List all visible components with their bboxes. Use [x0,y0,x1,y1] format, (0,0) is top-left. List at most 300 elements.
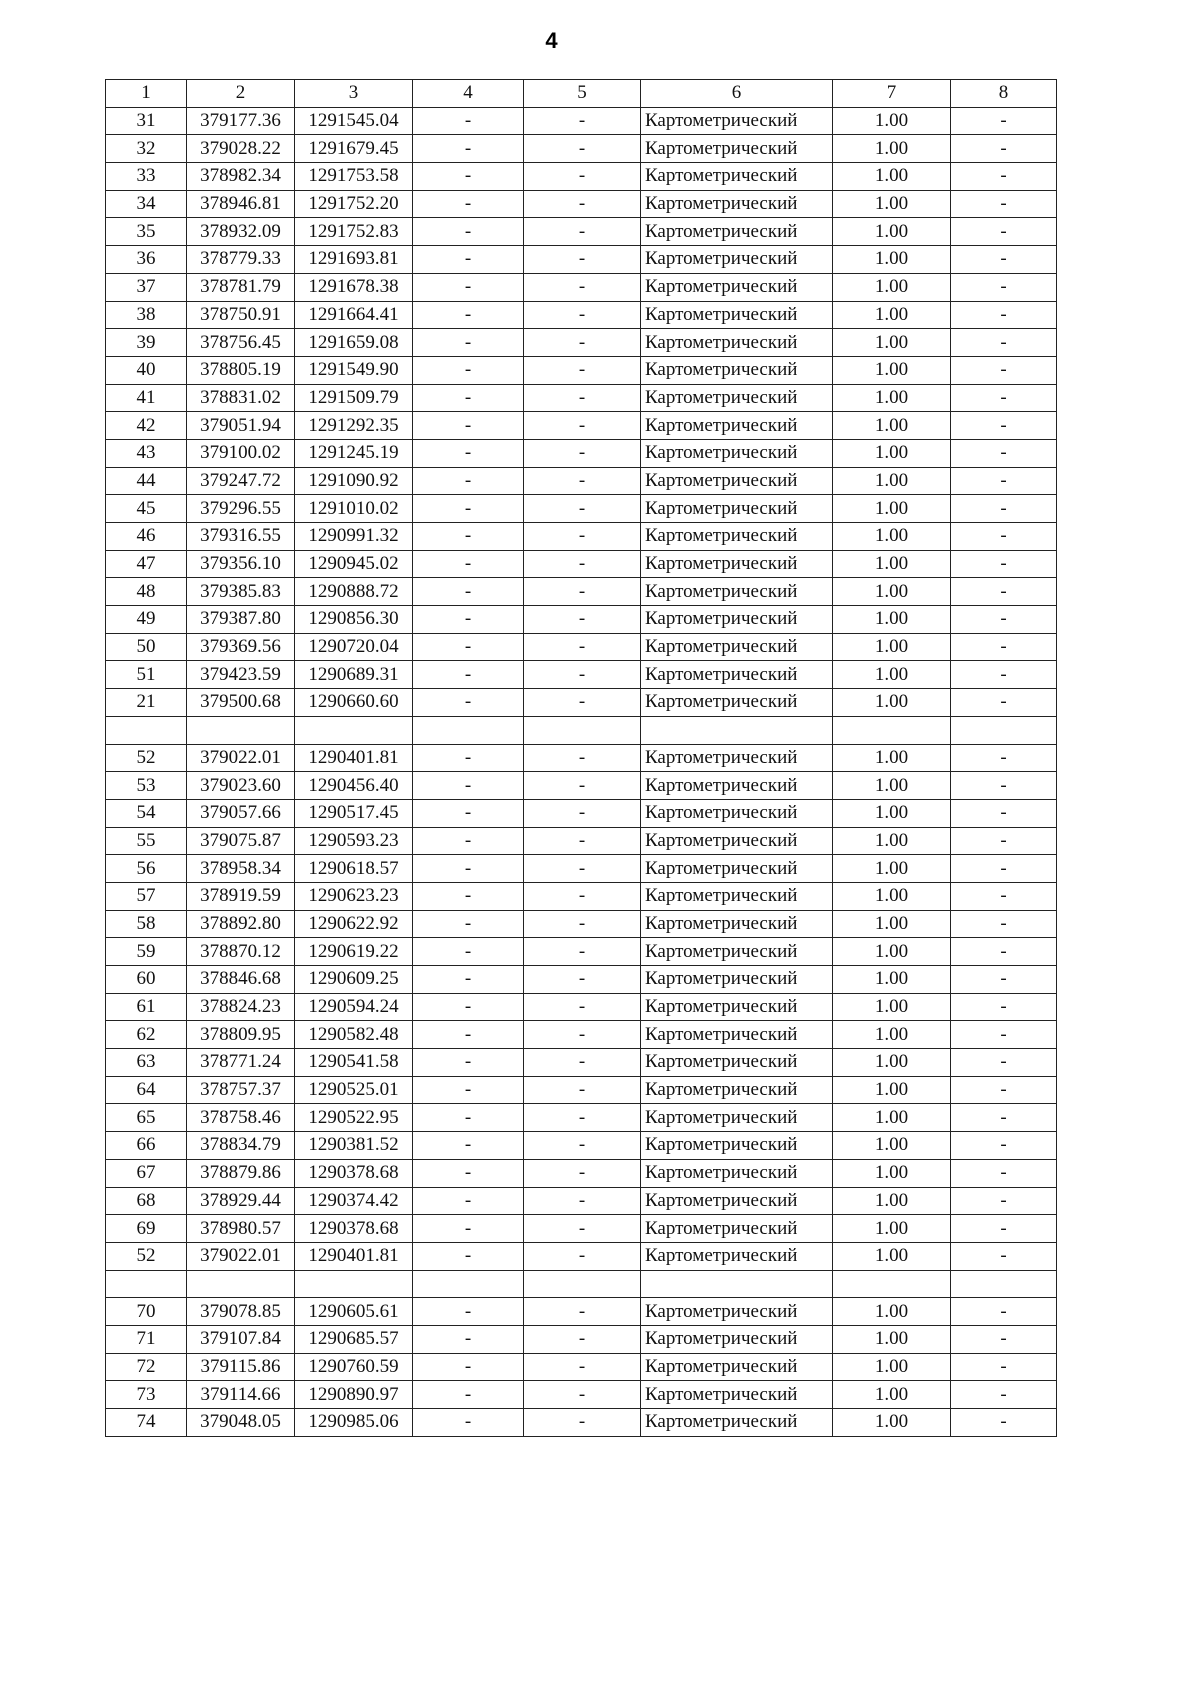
col5-cell [524,716,641,744]
x-coordinate-cell: 378771.24 [187,1049,295,1077]
x-coordinate-cell: 378750.91 [187,301,295,329]
accuracy-cell: 1.00 [833,495,951,523]
table-row [106,882,1057,910]
x-coordinate-cell: 378870.12 [187,938,295,966]
method-cell: Картометрический [641,855,833,883]
x-coordinate-cell: 379356.10 [187,550,295,578]
col8-cell: - [951,689,1057,717]
y-coordinate-cell: 1290660.60 [295,689,413,717]
col5-cell: - [524,1187,641,1215]
y-coordinate-cell: 1291549.90 [295,356,413,384]
method-cell: Картометрический [641,495,833,523]
method-cell: Картометрический [641,1242,833,1270]
method-cell: Картометрический [641,246,833,274]
method-cell: Картометрический [641,523,833,551]
col4-cell: - [413,578,524,606]
method-cell: Картометрический [641,1076,833,1104]
x-coordinate-cell: 379177.36 [187,107,295,135]
table-row [106,1021,1057,1049]
table-row [106,495,1057,523]
col5-cell: - [524,799,641,827]
col5-cell: - [524,1409,641,1437]
method-cell: Картометрический [641,744,833,772]
accuracy-cell: 1.00 [833,1353,951,1381]
point-number-cell: 61 [106,993,187,1021]
column-header: 4 [413,80,524,108]
col5-cell: - [524,384,641,412]
col8-cell: - [951,744,1057,772]
table-row [106,1381,1057,1409]
col4-cell: - [413,827,524,855]
accuracy-cell: 1.00 [833,578,951,606]
accuracy-cell: 1.00 [833,301,951,329]
x-coordinate-cell: 378758.46 [187,1104,295,1132]
table-row [106,329,1057,357]
accuracy-cell: 1.00 [833,135,951,163]
y-coordinate-cell: 1291545.04 [295,107,413,135]
accuracy-cell: 1.00 [833,606,951,634]
table-row [106,1325,1057,1353]
x-coordinate-cell: 379078.85 [187,1298,295,1326]
point-number-cell: 57 [106,882,187,910]
col4-cell: - [413,993,524,1021]
point-number-cell: 53 [106,772,187,800]
col5-cell: - [524,633,641,661]
method-cell: Картометрический [641,273,833,301]
col5-cell: - [524,1049,641,1077]
col4-cell: - [413,412,524,440]
point-number-cell [106,1270,187,1298]
col8-cell: - [951,1409,1057,1437]
x-coordinate-cell: 378834.79 [187,1132,295,1160]
method-cell: Картометрический [641,689,833,717]
method-cell: Картометрический [641,190,833,218]
point-number-cell: 37 [106,273,187,301]
y-coordinate-cell: 1290378.68 [295,1215,413,1243]
accuracy-cell: 1.00 [833,799,951,827]
col5-cell [524,1270,641,1298]
col4-cell: - [413,1381,524,1409]
y-coordinate-cell: 1290985.06 [295,1409,413,1437]
col5-cell: - [524,882,641,910]
x-coordinate-cell: 378756.45 [187,329,295,357]
col8-cell: - [951,1104,1057,1132]
point-number-cell: 70 [106,1298,187,1326]
point-number-cell: 60 [106,966,187,994]
y-coordinate-cell: 1290374.42 [295,1187,413,1215]
method-cell [641,716,833,744]
x-coordinate-cell: 379247.72 [187,467,295,495]
y-coordinate-cell: 1290760.59 [295,1353,413,1381]
table-row [106,633,1057,661]
table-row [106,578,1057,606]
point-number-cell: 54 [106,799,187,827]
method-cell: Картометрический [641,606,833,634]
col8-cell: - [951,412,1057,440]
x-coordinate-cell: 379022.01 [187,744,295,772]
col4-cell: - [413,1409,524,1437]
x-coordinate-cell: 378919.59 [187,882,295,910]
col5-cell: - [524,356,641,384]
y-coordinate-cell: 1290685.57 [295,1325,413,1353]
col4-cell: - [413,301,524,329]
y-coordinate-cell: 1291753.58 [295,163,413,191]
accuracy-cell: 1.00 [833,744,951,772]
col4-cell: - [413,910,524,938]
point-number-cell: 35 [106,218,187,246]
method-cell: Картометрический [641,412,833,440]
point-number-cell: 42 [106,412,187,440]
y-coordinate-cell: 1290582.48 [295,1021,413,1049]
col5-cell: - [524,966,641,994]
col8-cell: - [951,578,1057,606]
x-coordinate-cell: 379114.66 [187,1381,295,1409]
accuracy-cell: 1.00 [833,1409,951,1437]
col8-cell: - [951,329,1057,357]
col8-cell: - [951,107,1057,135]
col8-cell: - [951,1132,1057,1160]
accuracy-cell: 1.00 [833,1104,951,1132]
table-row [106,1409,1057,1437]
accuracy-cell: 1.00 [833,772,951,800]
y-coordinate-cell: 1291693.81 [295,246,413,274]
x-coordinate-cell: 379500.68 [187,689,295,717]
col8-cell: - [951,606,1057,634]
point-number-cell: 21 [106,689,187,717]
accuracy-cell: 1.00 [833,966,951,994]
col5-cell: - [524,1325,641,1353]
col5-cell: - [524,661,641,689]
method-cell: Картометрический [641,910,833,938]
col4-cell: - [413,1104,524,1132]
y-coordinate-cell: 1290609.25 [295,966,413,994]
col4-cell: - [413,689,524,717]
y-coordinate-cell: 1290720.04 [295,633,413,661]
x-coordinate-cell: 378982.34 [187,163,295,191]
col4-cell: - [413,163,524,191]
method-cell: Картометрический [641,301,833,329]
accuracy-cell [833,1270,951,1298]
accuracy-cell: 1.00 [833,1076,951,1104]
col5-cell: - [524,218,641,246]
col4-cell: - [413,523,524,551]
col5-cell: - [524,1353,641,1381]
accuracy-cell: 1.00 [833,1132,951,1160]
y-coordinate-cell: 1290890.97 [295,1381,413,1409]
y-coordinate-cell [295,716,413,744]
method-cell: Картометрический [641,1381,833,1409]
accuracy-cell: 1.00 [833,523,951,551]
col8-cell [951,1270,1057,1298]
point-number-cell: 62 [106,1021,187,1049]
col5-cell: - [524,772,641,800]
method-cell: Картометрический [641,938,833,966]
table-row [106,550,1057,578]
table-row [106,384,1057,412]
accuracy-cell: 1.00 [833,1215,951,1243]
table-header-row [106,80,1057,108]
col5-cell: - [524,107,641,135]
accuracy-cell: 1.00 [833,855,951,883]
col8-cell [951,716,1057,744]
column-header: 6 [641,80,833,108]
col5-cell: - [524,523,641,551]
accuracy-cell: 1.00 [833,439,951,467]
col4-cell: - [413,218,524,246]
col4-cell: - [413,938,524,966]
col4-cell: - [413,1215,524,1243]
col4-cell: - [413,661,524,689]
col8-cell: - [951,661,1057,689]
col8-cell: - [951,218,1057,246]
x-coordinate-cell: 378831.02 [187,384,295,412]
method-cell [641,1270,833,1298]
col8-cell: - [951,993,1057,1021]
col8-cell: - [951,827,1057,855]
x-coordinate-cell: 379075.87 [187,827,295,855]
point-number-cell: 46 [106,523,187,551]
column-header: 1 [106,80,187,108]
col4-cell: - [413,1159,524,1187]
table-row [106,1076,1057,1104]
point-number-cell: 34 [106,190,187,218]
col5-cell: - [524,689,641,717]
col5-cell: - [524,993,641,1021]
method-cell: Картометрический [641,329,833,357]
accuracy-cell: 1.00 [833,329,951,357]
table-row [106,606,1057,634]
col8-cell: - [951,966,1057,994]
point-number-cell [106,716,187,744]
col8-cell: - [951,1215,1057,1243]
y-coordinate-cell: 1290619.22 [295,938,413,966]
x-coordinate-cell: 379115.86 [187,1353,295,1381]
x-coordinate-cell: 379107.84 [187,1325,295,1353]
y-coordinate-cell: 1291752.83 [295,218,413,246]
method-cell: Картометрический [641,356,833,384]
col5-cell: - [524,273,641,301]
column-header: 5 [524,80,641,108]
col8-cell: - [951,190,1057,218]
accuracy-cell: 1.00 [833,910,951,938]
x-coordinate-cell: 378946.81 [187,190,295,218]
method-cell: Картометрический [641,882,833,910]
table-row [106,246,1057,274]
y-coordinate-cell: 1290378.68 [295,1159,413,1187]
column-header: 3 [295,80,413,108]
table-body [106,80,1057,1437]
method-cell: Картометрический [641,550,833,578]
accuracy-cell: 1.00 [833,273,951,301]
table-row [106,273,1057,301]
table-row [106,1270,1057,1298]
column-header: 8 [951,80,1057,108]
y-coordinate-cell: 1291509.79 [295,384,413,412]
x-coordinate-cell: 379385.83 [187,578,295,606]
x-coordinate-cell: 379048.05 [187,1409,295,1437]
table-row [106,356,1057,384]
x-coordinate-cell: 378929.44 [187,1187,295,1215]
col4-cell: - [413,882,524,910]
point-number-cell: 68 [106,1187,187,1215]
y-coordinate-cell: 1291010.02 [295,495,413,523]
column-header: 2 [187,80,295,108]
point-number-cell: 52 [106,744,187,772]
x-coordinate-cell: 378892.80 [187,910,295,938]
table-row [106,163,1057,191]
col5-cell: - [524,495,641,523]
y-coordinate-cell: 1291090.92 [295,467,413,495]
method-cell: Картометрический [641,772,833,800]
col4-cell: - [413,329,524,357]
table-row [106,1242,1057,1270]
table-row [106,439,1057,467]
accuracy-cell: 1.00 [833,1021,951,1049]
accuracy-cell: 1.00 [833,384,951,412]
col8-cell: - [951,439,1057,467]
y-coordinate-cell: 1290622.92 [295,910,413,938]
col8-cell: - [951,1242,1057,1270]
col5-cell: - [524,246,641,274]
accuracy-cell: 1.00 [833,356,951,384]
col4-cell: - [413,1021,524,1049]
col4-cell: - [413,606,524,634]
x-coordinate-cell: 379022.01 [187,1242,295,1270]
y-coordinate-cell: 1290593.23 [295,827,413,855]
col8-cell: - [951,1049,1057,1077]
table-row [106,689,1057,717]
x-coordinate-cell: 379369.56 [187,633,295,661]
table-row [106,993,1057,1021]
point-number-cell: 64 [106,1076,187,1104]
col8-cell: - [951,301,1057,329]
col8-cell: - [951,633,1057,661]
x-coordinate-cell: 379316.55 [187,523,295,551]
method-cell: Картометрический [641,1132,833,1160]
y-coordinate-cell: 1290605.61 [295,1298,413,1326]
method-cell: Картометрический [641,1021,833,1049]
y-coordinate-cell: 1290689.31 [295,661,413,689]
col5-cell: - [524,1076,641,1104]
accuracy-cell: 1.00 [833,938,951,966]
x-coordinate-cell [187,716,295,744]
col4-cell: - [413,356,524,384]
y-coordinate-cell: 1290945.02 [295,550,413,578]
col5-cell: - [524,1242,641,1270]
table-row [106,716,1057,744]
method-cell: Картометрический [641,384,833,412]
point-number-cell: 41 [106,384,187,412]
point-number-cell: 58 [106,910,187,938]
col8-cell: - [951,938,1057,966]
method-cell: Картометрический [641,827,833,855]
method-cell: Картометрический [641,107,833,135]
point-number-cell: 52 [106,1242,187,1270]
col4-cell: - [413,1076,524,1104]
method-cell: Картометрический [641,1353,833,1381]
y-coordinate-cell: 1291664.41 [295,301,413,329]
col8-cell: - [951,1021,1057,1049]
accuracy-cell: 1.00 [833,190,951,218]
point-number-cell: 63 [106,1049,187,1077]
method-cell: Картометрический [641,163,833,191]
x-coordinate-cell: 379423.59 [187,661,295,689]
table-row [106,827,1057,855]
accuracy-cell: 1.00 [833,827,951,855]
col5-cell: - [524,910,641,938]
point-number-cell: 38 [106,301,187,329]
col4-cell [413,1270,524,1298]
point-number-cell: 32 [106,135,187,163]
point-number-cell: 74 [106,1409,187,1437]
col5-cell: - [524,1021,641,1049]
accuracy-cell: 1.00 [833,1187,951,1215]
col4-cell: - [413,190,524,218]
accuracy-cell: 1.00 [833,993,951,1021]
col8-cell: - [951,882,1057,910]
y-coordinate-cell: 1291679.45 [295,135,413,163]
col4-cell: - [413,384,524,412]
y-coordinate-cell: 1290456.40 [295,772,413,800]
col4-cell: - [413,744,524,772]
col8-cell: - [951,384,1057,412]
col5-cell: - [524,606,641,634]
col8-cell: - [951,910,1057,938]
y-coordinate-cell: 1290991.32 [295,523,413,551]
accuracy-cell: 1.00 [833,1159,951,1187]
table-row [106,135,1057,163]
col5-cell: - [524,1381,641,1409]
accuracy-cell: 1.00 [833,689,951,717]
col8-cell: - [951,163,1057,191]
accuracy-cell: 1.00 [833,1242,951,1270]
col5-cell: - [524,329,641,357]
col4-cell: - [413,550,524,578]
point-number-cell: 43 [106,439,187,467]
col8-cell: - [951,246,1057,274]
y-coordinate-cell: 1290401.81 [295,1242,413,1270]
x-coordinate-cell [187,1270,295,1298]
col4-cell: - [413,633,524,661]
method-cell: Картометрический [641,467,833,495]
point-number-cell: 72 [106,1353,187,1381]
col4-cell: - [413,467,524,495]
point-number-cell: 44 [106,467,187,495]
y-coordinate-cell: 1290618.57 [295,855,413,883]
col5-cell: - [524,827,641,855]
x-coordinate-cell: 378805.19 [187,356,295,384]
col4-cell: - [413,772,524,800]
point-number-cell: 69 [106,1215,187,1243]
table-row [106,1159,1057,1187]
table-row [106,523,1057,551]
point-number-cell: 71 [106,1325,187,1353]
point-number-cell: 48 [106,578,187,606]
x-coordinate-cell: 379100.02 [187,439,295,467]
accuracy-cell: 1.00 [833,1381,951,1409]
y-coordinate-cell: 1291659.08 [295,329,413,357]
method-cell: Картометрический [641,578,833,606]
accuracy-cell: 1.00 [833,1298,951,1326]
y-coordinate-cell: 1290594.24 [295,993,413,1021]
point-number-cell: 39 [106,329,187,357]
col5-cell: - [524,467,641,495]
accuracy-cell: 1.00 [833,633,951,661]
col4-cell: - [413,799,524,827]
col4-cell: - [413,1353,524,1381]
point-number-cell: 67 [106,1159,187,1187]
method-cell: Картометрический [641,439,833,467]
